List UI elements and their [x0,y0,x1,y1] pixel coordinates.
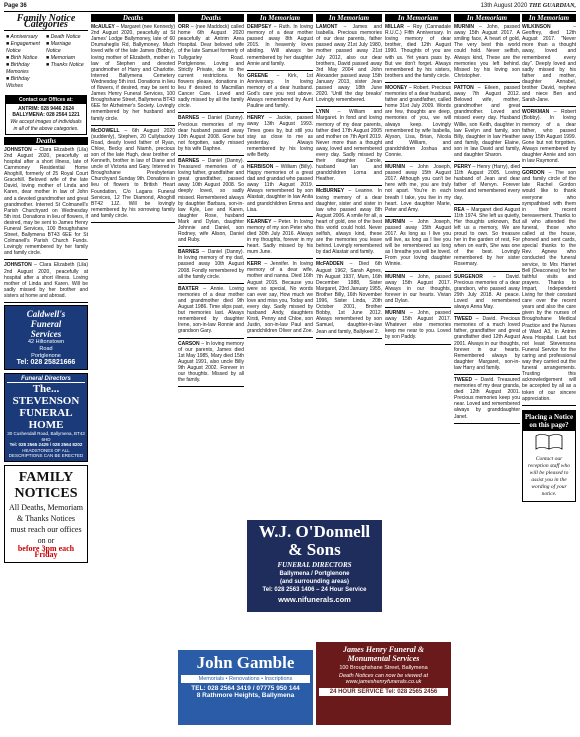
notice-item: PATTON – Eileen, passed away 7th August 2012. Beloved wife, mother, grandmother and great grandmother. Loved and missed every day. Husband Willie, son Keith, daughter in law Evelyn and family, son Billy, daughter in law Heather and family, daughter Elaine, son in law David and family, and daughter Sharon. [454,84,520,158]
category-item: ■ Death Notice [46,34,81,41]
divider [247,70,313,71]
notice-item: McFADDEN – Died 6th August 1962, Sarah Agnes, 7th August 1937, Mum, 16th December 1988, Sister Margaret, 23rd January 1955, Brother Billy, 16th November 1996, Sister Linda, 20th October 2001, Brother Bobby, 1st June 2012. Always remembered by son Samuel, daughter-in-law Jean and family, Ballykeel 2. [316,261,382,335]
memoriam-band: In Memoriam [522,14,576,22]
stevenson-ad: Funeral Directors The... STEVENSON FUNERAL HOME 30 Cushendall Road, Ballymena, BT43 6HD Tel: 028 2565 2429 / 028 2564 8202 HEADSTONES OF ALL DESCRIPTIONS CAN BE ERECTED [4,373,88,462]
category-item: ■ Anniversary [6,34,38,41]
category-list [4,31,88,93]
notice-name: CARSON [178,340,202,347]
divider [247,337,313,338]
divider [4,259,88,260]
notice-item: CARSON – In loving memory of our parents, James died 1st May 1985, Mary died 15th August 1991, also uncle Billy 9th August 2002. Forever in our thoughts. Missed by all the family. [178,340,244,384]
category-item: ■ Thanks Notice [46,62,84,69]
notice-name: DEMPSEY [247,24,274,31]
column-6 [385,14,451,636]
notice-name: SURGENOR [454,273,493,280]
divider [316,338,382,339]
notice-list [91,24,175,223]
column-8 [522,14,576,734]
column-2 [91,14,175,734]
notice-item: HENRY – Jackie, passed away 13th August 1993. Times goes by, but still you stay as close to me as yesterday. Always remembered by his loving wife Betty. [247,115,313,158]
column-3 [178,14,244,650]
divider [247,112,313,113]
notice-list [247,24,313,338]
category-item: ■ Birthday Wishes [6,76,30,90]
divider [385,161,451,162]
divider [316,185,382,186]
header-date: 13th August 2020 THE GUARDIAN, [480,3,576,9]
column-5 [316,14,382,516]
placing-notice-box: Placing a Notice on this page? Contact our reception staff who will be pleased to assist you in the wording of your notice. [522,410,576,502]
divider [247,258,313,259]
divider [454,82,520,83]
notice-item: McAULEY – Margaret (nee Kennedy) 2nd August 2020, peacefully at St James' Lodge Ballymoney, late of 60 Drumaheglis Rd, Ballymoney. Much loved wife of the late James (Bobby), loving mother of Elizabeth, mother in law of Stephen and devoted grandmother of Harry and Charlotte. Interred Ballymena Cemetery Wednesday 5th inst. Donations in lieu of flowers, if desired, may be sent to James Henry Funeral Services, 100 Broughshane Street, Ballymena BT43 6EE for Alzheimer's Society. Lovingly remembered by her husband and family circle. [91,24,175,122]
page-header [4,2,576,12]
page-number: Page 36 [4,3,27,9]
notice-name: McDOWELL [91,127,125,134]
divider [178,338,244,339]
notice-name: KERR [247,261,265,268]
notice-name: JOHNSTON [4,262,35,269]
divider [522,405,576,406]
divider [178,155,244,156]
notice-name: TWEED [454,316,476,323]
notice-name: MURNIN [454,24,479,31]
notice-name: HENRY [247,115,269,122]
category-item: ■ Birth Notice [6,55,38,62]
divider [385,82,451,83]
notice-item: KEARNEY – Peter. In loving memory of my son Peter who died 30th July 2016. Always in my thoughts, forever in my heart. Sadly missed by his mum June. [247,218,313,256]
notice-name: BARNES [178,249,203,256]
notice-item: HERBISON – William (Billy). Happy memories of a great dad and grandad who passed away 11th August 2019. Always remembered by son Alastair, daughter in law Anita and grandchildren Emma and Lisa. [247,163,313,213]
memoriam-band: In Memoriam [247,14,313,22]
notice-item: MURNIN – John, passed away 15th August 2017. Whatever else memories keep me near to you. Loved by son Paddy. [385,310,451,341]
notice-name: KEARNEY [247,218,274,225]
deaths-band: Deaths [4,137,88,145]
odonnell-ad: W.J. O'Donnell & Sons FUNERAL DIRECTORS Ballymena / Portglenone (and surrounding areas) Tel: 028 2563 1406 – 24 Hour Service www.nifunerals.com [247,520,382,612]
notice-item: MURNIN – John, passed away 15th August 2017. Always in our thoughts, forever in our hearts. Vivian and Dylan. [385,273,451,304]
column-4 [247,14,313,516]
memoriam-band: In Memoriam [316,14,382,22]
category-item: ■ Marriage Notice [46,41,72,55]
divider [385,271,451,272]
notice-name: McAULEY [91,24,117,31]
john-gamble-ad: John Gamble Memorials • Renovations • Inscriptions TEL: 028 2564 3419 / 07775 950 144 8 Rathmore Heights, Ballymena [178,650,313,725]
notice-item: BARNES – Daniel (Danny). Precious memories of my dear husband passed away 10th August 2008. Gone but not forgotten, sadly missed by his wife Daphne. [178,115,244,152]
category-item: ■ Birthday Memories [6,62,30,76]
james-henry-ad: James Henry Funeral & Monumental Services 100 Broughshane Street, Ballymena Death Notices can now be viewed at www.jameshenryfunerals.co.uk 24 HOUR SERVICE Tel: 028 2565 2456 [316,642,451,725]
divider [247,161,313,162]
notice-item: REA – Margaret died August 11th 1974. She left us quietly, Her thoughts unknown, But left us a memory, We are proud to own. So treasure her in the garden of rest, For when on earth, She was one of the best. Lovingly remembered by her sister Rosemary. [454,206,520,268]
memoriam-band: In Memoriam [385,14,451,22]
notice-name: PATTON [454,84,478,91]
notice-name: WORKMAN [522,109,554,116]
notice-name: ORR [178,24,191,31]
notice-name: HERBISON [247,163,276,170]
divider [454,374,520,375]
divider [178,112,244,113]
caldwells-ad: Caldwell's Funeral Services 42 Hiltonstown Road Portglenone Tel: 028 25821666 [4,305,88,370]
notice-item: TWEED – David. Precious memories of a much loved father, grandfather and great grandfather died 12th August 2001. Always in our thoughts, forever in our hearts. Remembered always by daughter Margaret, son-in-law Harry and family. [454,316,520,371]
divider [91,125,175,126]
notice-item: MOONEY – Robert. Precious memories of a dear husband, father and grandfather, called home 31st July 2009. Words are few, thoughts are deep, memories of you, we will always keep. Lovingly remembered by wife Isabella, Alyson, Lisa, Brian, Nicola and William, and grandchildren Joshua and Connie. [385,84,451,158]
notice-name: MURNIN [385,218,410,225]
notice-name: BARNES [178,115,203,122]
divider [454,204,520,205]
divider [178,283,244,284]
notice-item: KERR – Jennifer. In loving memory of a dear wife, mother and nanna. Died 16th August 2015. Because you were so special, No words can ever say, How much we love and miss you, Today and every day. Sadly missed by husband Andy, daughters Kirsti, Penny and Chloe, son Justin, son-in-law Paul and grandchildren Oliver and Zoe. [247,261,313,335]
notice-item: GORDON – The son and family circle of the late Rachel Gordon would like to thank everyone who sympathised with them in their recent bereavement. Thanks to all who attended the funeral, those who called at the house, phoned and sent cards, special thanks to the Rev. Agnew who conducted the funeral service, to Mrs Harriet Bell (Deaconess) for her faithful visits and prayers. Thanks to Impart, Independent Living for their constant care over the recent years and also the care given by the nurses of Broughshane Medical Practice and the Nurses of Ward A3, in Antrim Area Hospital. Last but not least Stevensons Funeral Service for the caring and professional way they carried out the funeral arrangements. Trusting this acknowledgement will be accepted by all as a token of our sincere appreciation. [522,170,576,402]
divider [316,106,382,107]
notice-item: ORR – (nee Maddock) called home 6th August 2020 peacefully at Antrim Area Hospital. Dear beloved wife of the late Samuel formerly of Tullygarley Road. Portglenone. Loving and Strictly Private, due to the current restrictions. No flowers please, donations in lieu if desired to Macmillan Cancer Care. Loved and sadly missed by all the family circle. [178,24,244,110]
notice-item: McBURNEY – Leanne. In loving memory of a dear daughter, sister and sister in law who passed away 8th August 2006. A smile for all, a heart of gold, one of the best this world could hold. Never selfish, always kind, these are the memories you leave behind. Lovingly remembered by dad Alastair and family. [316,188,382,256]
notice-name: LAMONT [316,24,344,31]
notice-item: LYNN – William and Margaret. In fond and loving memory of my dear parents, father died 17th August 2005 and mother on 7th April 2019. Never more than a thought away, loved and remembered every day. Sadly missed by their daughter Carole, husband Ian and grandchildren Lorna and Heather. [316,109,382,183]
notice-item: McDOWELL – 6th August 2020 (suddenly), Stephen, 20 Cullybackey Road, dearly loved father of Ryan, Chloe, Becky and Niamh, precious son of the late Hugh, dear brother of Kenneth, brother in law of Diane and uncle of Victoria and Gary. Interred in Broughshane Presbyterian Churchyard Sunday 9th. Donations in lieu of flowers to British Heart Foundation, C/o Lagans Funeral Services, 12 The Diamond, Ahoghill BT42 1JZ. Will be lovingly remembered by his sorrowing family and family circle. [91,127,175,219]
notice-item: TWEED – David. Treasured memories of my dear granda, died 12th August 2001. Precious memories keep you near. Loved and remembered always by granddaughter Janet. [454,376,520,420]
notice-list [4,147,88,303]
divider [385,344,451,345]
divider [454,271,520,272]
notice-name: McBURNEY [316,188,349,195]
notice-list [316,24,382,339]
notice-item: JOHNSTON – Clara Elizabeth (Lila) 2nd August 2020, peacefully at hospital after a short illness, late of Carnmoney Residential Home Ahoghill, formerly of 25 Royal Court Gracehill. Beloved wife of the late David, loving mother of Linda and Karen, dear mother in law of John and a devoted grandmother and great grandmother. Interred St Colmanell's Parish Churchyard on Wednesday 5th inst. Donations in lieu of flowers, if desired, may be sent to James Henry Funeral Services, 100 Broughshane Street, Ballymena BT43 6EE for St Colmanell's Parish Church Funds. Lovingly remembered by her family and family circle. [4,146,88,257]
notice-name: BARNES [178,157,203,164]
notice-list [178,24,244,387]
notice-item: LAMONT – James and Isabella. Precious memories of our dear parents, father passed away 21st July 1980, mother passed away 21st July 2012, also our dear brothers, David passed away 3rd May 2004 and John Alexander passed away 15th January 2013, sister Jean passed away 18th June 2020. 'Until the day breaks' Lovingly remembered. [316,24,382,104]
notice-item: BARNES – Daniel (Danny). Treasured memories of a loving father, grandfather and great grandfather, passed away 10th August 2008. So deeply loved, so sadly missed. Remembered always by daughter Barbara, son-in-law Kyle, Lee and Karen, daughter Rose, husband Mark and Dylan, daughter Johnnie and Daniel, son Rodney, wife Alison, Daniel and Ruby. [178,157,244,244]
notice-name: TWEED [454,376,475,383]
notice-name: MOONEY [385,84,409,91]
notice-name: PERRY [454,164,473,171]
divider [316,258,382,259]
divider [178,246,244,247]
notice-item: MILLAR – Roy (Cannadale R.U.C.) Fifth Anniversary. In loving memory of dear brother, died 12th August 1990. Thoughts of you are with us. Yet years pass by. But we don't forget. Always remembered by his sisters, brothers and the family circle. [385,24,451,79]
notice-name: REA [454,206,467,213]
notice-item: MURNIN – John, passed away 15th August 2017. A smiling face, A heart of gold, The very best this world could hold. Never selfish, Always kind, These are the memories you left behind. Missed by his loving son Christopher. [454,24,520,79]
divider [522,167,576,168]
divider [522,106,576,107]
divider [454,161,520,162]
notice-name: GREENE [247,72,277,79]
divider [385,307,451,308]
notice-item: JOHNSTON – Clara Elizabeth (Lila) 2nd August 2020, peacefully at hospital after a short illness. Loving mother of Linda and Karen. Will be sadly missed by her brother and sisters at home and abroad. [4,262,88,299]
notice-name: MILLAR [385,24,408,31]
notice-name: MURNIN [385,164,410,171]
notice-item: BARNES – Daniel (Danny). In loving memory of my dad, passed away 10th August 2008. Fondly remembered by all the family circle. [178,249,244,280]
notice-item: WORKMAN – Robert (Bobby). In loving memory of a dear father, who passed away 15th August 1999. Gone but not forgotten. Always remembered by daughter Annie and son in law Raymond. [522,109,576,165]
category-item: ■ Engagement Notice [6,41,40,55]
category-item: ■ Memoriam [46,55,76,62]
notice-name: GORDON [522,170,549,177]
notice-item: PERRY – Henry (Harry), died 11th August 2005. Loving husband of Jean and dear father of Mervyn. Forever loved and remembered every day. [454,164,520,201]
family-notices-title: Family Notice Categories [4,14,88,31]
notice-item: BAXTER – Annie. Loving memories of a dear mother and grandmother died 9th August 1986. Time slips past, but memories last. Always remembered by daughter Irene, son-in-law Ronnie and grandson Gary. [178,285,244,335]
book-icon [535,433,563,451]
notice-name: BAXTER [178,285,204,292]
divider [4,302,88,303]
divider [454,313,520,314]
notice-item: MURNIN – John Joseph, passed away 15th August 2017. As long as I live you will live, as long as I live you will be remembered as long as I breathe you will be loved. From your loving daughter Winnie. [385,218,451,268]
contact-box: Contact our Offices at: ANTRIM: 028 9446 2624 BALLYMENA: 028 2564 1221 We accept images of individuals in all of the above categories. [5,95,87,134]
notice-item: DEMPSEY – Ruth. In loving memory of a dear mother passed away 8th August 2015. In heavenly loves abiding. Will always be remembered by her daughter Annie and family. [247,24,313,67]
family-notices-ad: FAMILY NOTICES All Deaths, Memoriam & Thanks Notices must reach our offices on or before 3pm each Friday [4,465,88,563]
notice-name: MURNIN [385,310,410,317]
divider [247,216,313,217]
divider [385,216,451,217]
divider [91,222,175,223]
notice-item: GREENE – Kirk, 1st Anniversary. In loving memory of a dear husband. God's care you rest above. Always remembered by Aunt Pauline and family. [247,72,313,110]
column-1 [4,14,88,734]
notice-name: MURNIN [385,273,410,280]
deaths-band: Deaths [91,14,175,22]
notice-name: JOHNSTON [4,146,35,153]
notice-list [522,24,576,406]
column-7 [454,14,520,636]
notice-item: WILKINSON – Geoffrey, died 12th August 2017. "Never more than a thought away, loved and remembered every day". Deeply loved and sadly missed by his father and mother, daughter Annabel, brother David, nephew and niece Ben and Sarah-Jane. [522,24,576,104]
notice-item: MURNIN – John Joseph, passed away 15th August 2017. Although you can't be here with me, you are truly not apart. You're in each breath I take, you live in my heart. Love daughter Marie, Peter and Amy. [385,164,451,213]
deaths-band: Deaths [178,14,244,22]
notice-list [454,24,520,424]
notice-name: WILKINSON [522,24,574,31]
notice-name: McFADDEN [316,261,350,268]
notice-list [385,24,451,344]
divider [178,386,244,387]
notice-name: LYNN [316,109,338,116]
divider [454,423,520,424]
memoriam-band: In Memoriam [454,14,520,22]
notice-item: SURGENOR – David. Precious memories of a dear grandson, who passed away 29th July 2018. At peace. Loved and remembered always Anna May. [454,273,520,311]
